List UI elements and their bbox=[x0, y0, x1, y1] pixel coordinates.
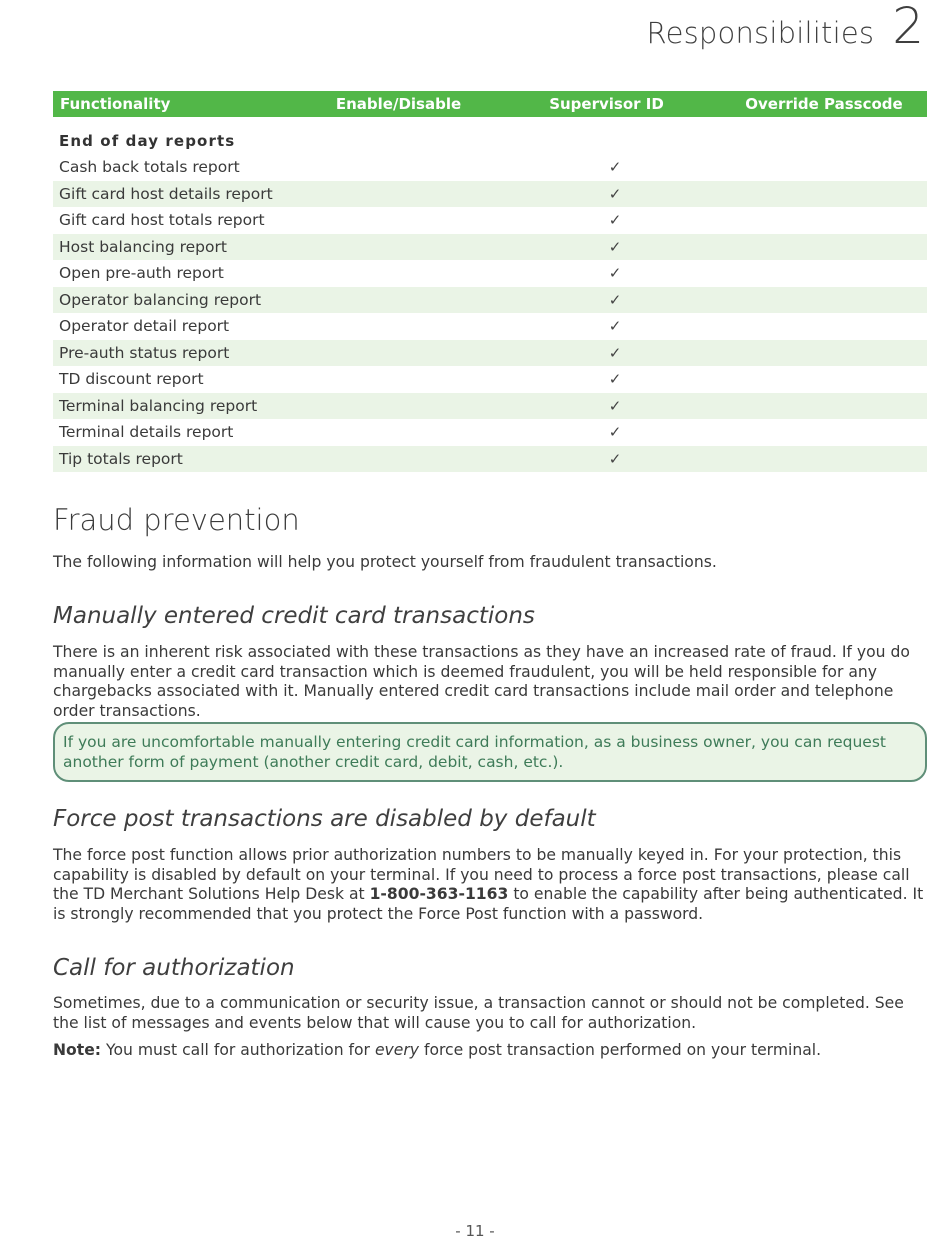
table-row bbox=[53, 260, 927, 287]
row-label: Open pre-auth report bbox=[59, 264, 224, 283]
check-icon: ✓ bbox=[608, 237, 622, 256]
manual-entry-heading: Manually entered credit card transactions bbox=[53, 603, 535, 629]
header-enable-disable: Enable/Disable bbox=[335, 95, 462, 113]
row-label: Gift card host totals report bbox=[59, 211, 265, 230]
force-post-body-text: The force post function allows prior authorization numbers to be manually keyed in. For your protection, this capability is disabled by default on your terminal. If you need to process a force post transactions, please call the TD Merchant Solutions Help Desk at bbox=[53, 846, 910, 903]
row-label: Gift card host details report bbox=[59, 184, 273, 203]
table-row bbox=[53, 207, 927, 234]
functionality-table bbox=[53, 91, 927, 472]
note-text-end: force post transaction performed on your terminal. bbox=[419, 1041, 822, 1059]
row-label: Tip totals report bbox=[59, 449, 183, 468]
fraud-prevention-heading: Fraud prevention bbox=[53, 503, 300, 537]
call-authorization-heading: Call for authorization bbox=[53, 955, 295, 981]
table-row bbox=[53, 181, 927, 208]
table-row bbox=[53, 234, 927, 261]
check-icon: ✓ bbox=[608, 343, 622, 362]
help-desk-phone: 1-800-363-1163 bbox=[369, 885, 509, 903]
table-row bbox=[53, 154, 927, 181]
row-label: Terminal balancing report bbox=[59, 396, 258, 415]
check-icon: ✓ bbox=[608, 370, 622, 389]
table-row bbox=[53, 313, 927, 340]
row-label: Pre-auth status report bbox=[59, 343, 230, 362]
row-label: Cash back totals report bbox=[59, 158, 240, 177]
section-end-of-day-reports: End of day reports bbox=[59, 132, 236, 150]
table-row bbox=[53, 287, 927, 314]
check-icon: ✓ bbox=[608, 449, 622, 468]
chapter-title: Responsibilities bbox=[646, 16, 875, 50]
check-icon: ✓ bbox=[608, 423, 622, 442]
table-row bbox=[53, 393, 927, 420]
row-label: Operator balancing report bbox=[59, 290, 262, 309]
table-row bbox=[53, 340, 927, 367]
page-number: - 11 - bbox=[455, 1222, 495, 1240]
row-label: Terminal details report bbox=[59, 423, 234, 442]
check-icon: ✓ bbox=[608, 264, 622, 283]
table-header bbox=[53, 91, 927, 117]
call-authorization-note bbox=[53, 1041, 927, 1061]
call-authorization-body: Sometimes, due to a communication or security issue, a transaction cannot or should not be completed. See the list of messages and events below that will cause you to call for authorization. bbox=[53, 994, 904, 1032]
row-label: Operator detail report bbox=[59, 317, 230, 336]
force-post-heading: Force post transactions are disabled by default bbox=[53, 806, 596, 832]
check-icon: ✓ bbox=[608, 211, 622, 230]
manual-entry-callout: If you are uncomfortable manually entering credit card information, as a business owner, you can request another form of payment (another credit card, debit, cash, etc.). bbox=[53, 722, 927, 782]
check-icon: ✓ bbox=[608, 184, 622, 203]
force-post-body-text-end: to enable the capability after being authenticated. It is strongly recommended that you protect the Force Post function with a password. bbox=[53, 885, 924, 923]
check-icon: ✓ bbox=[608, 290, 622, 309]
fraud-intro: The following information will help you protect yourself from fraudulent transactions. bbox=[53, 553, 717, 571]
header-supervisor-id: Supervisor ID bbox=[549, 95, 664, 113]
header-functionality: Functionality bbox=[60, 95, 171, 113]
check-icon: ✓ bbox=[608, 317, 622, 336]
check-icon: ✓ bbox=[608, 396, 622, 415]
row-label: TD discount report bbox=[59, 370, 204, 389]
table-row bbox=[53, 419, 927, 446]
chapter-number: 2 bbox=[892, 0, 924, 55]
header-override-passcode: Override Passcode bbox=[745, 95, 903, 113]
page-header bbox=[647, 0, 924, 56]
row-label: Host balancing report bbox=[59, 237, 227, 256]
note-text: You must call for authorization for bbox=[101, 1041, 375, 1059]
note-label: Note: bbox=[53, 1041, 102, 1059]
note-emphasis: every bbox=[374, 1041, 419, 1059]
force-post-body bbox=[53, 846, 927, 924]
table-row bbox=[53, 366, 927, 393]
manual-entry-body: There is an inherent risk associated with these transactions as they have an increased rate of fraud. If you do manually enter a credit card transaction which is deemed fraudulent, you will be held responsible for any chargebacks associated with it. Manually entered credit card transactions include mail order and telephone order transactions. bbox=[53, 643, 910, 720]
check-icon: ✓ bbox=[608, 158, 622, 177]
table-row bbox=[53, 446, 927, 473]
